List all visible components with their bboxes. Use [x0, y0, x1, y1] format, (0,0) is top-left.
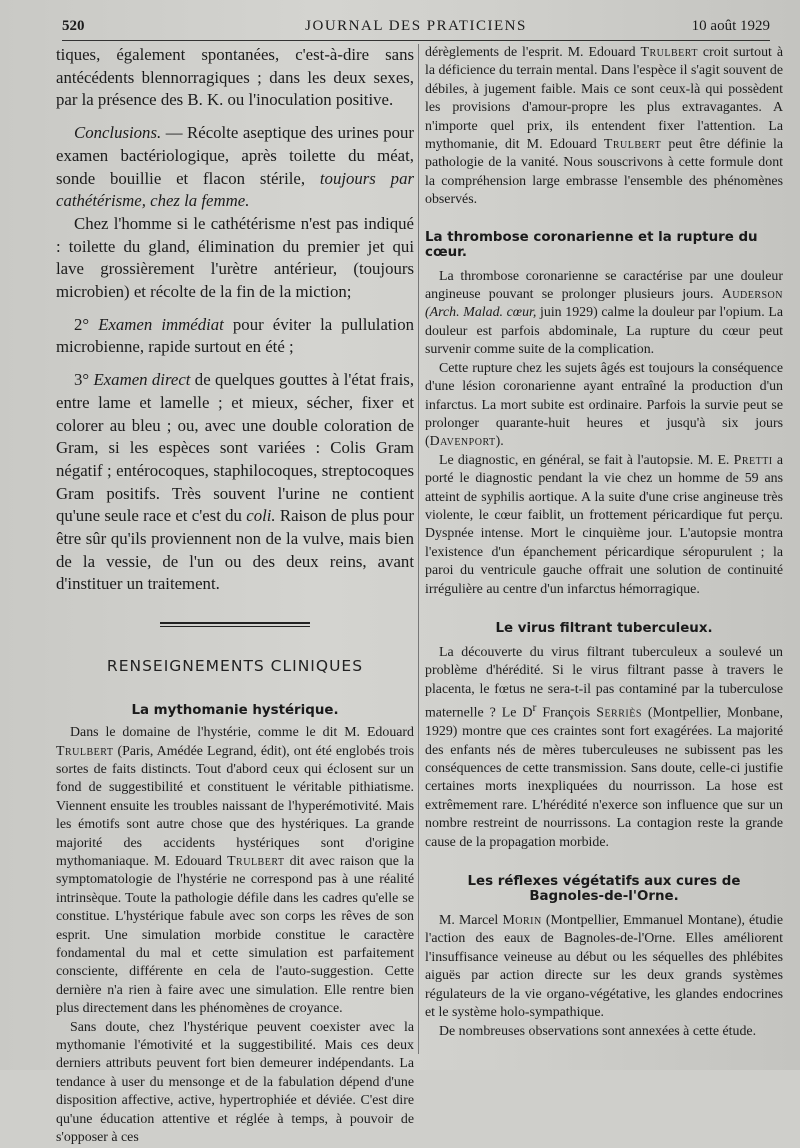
- conclusions-label: Conclusions.: [74, 123, 162, 143]
- column-divider: [418, 44, 419, 1054]
- paragraph: La thrombose coronarienne se caractérise par une douleur angineuse pouvant se prolonger plusieurs jours. Auderson (Arch. Malad. cœur, juin 1929) calme la douleur par l'opium. La douleur est parfois abdominale, La rupture du cœur peut survenir comme suite de la complication.: [425, 268, 783, 358]
- article-title: Les réflexes végétatifs aux cures de Bagnoles-de-l'Orne.: [467, 874, 741, 905]
- article-body: [56, 724, 414, 1147]
- article-title: La mythomanie hystérique.: [131, 703, 339, 719]
- paragraph: tiques, également spontanées, c'est-à-dire sans antécédents blennorragiques ; dans les deux sexes, par la présence des B. K. ou l'inoculation positive.: [56, 45, 414, 110]
- paragraph: Sans doute, chez l'hystérique peuvent coexister avec la mythomanie l'émotivité et la suggestibilité. Mais ces deux derniers attributs peuvent fort bien demeurer indépendants. La tendance à user du mensonge et de la fabulation dépend d'une disposition affective, active, hypertrophiée et déviée. C'est dire qu'une éducation attentive et réglée à temps, à pouvoir de s'opposer à ces: [56, 1019, 414, 1146]
- paragraph: dérèglements de l'esprit. M. Edouard Trulbert croit surtout à la déficience du terrain mental. Dans l'espèce il s'agit souvent de débiles, à jugement faible. Mais ce sont ceux-là qui possèdent les provisions d'amour-propre les plus extravagantes. A n'importe quel prix, ils entendent fixer l'attention. La mythomanie, dit M. Edouard Trulbert peut être définie la pathologie de la vanité. Nous souscrivons à cette formule dont la compréhension large embrasse l'ensemble des phénomènes observés.: [425, 45, 784, 208]
- paragraph: La découverte du virus filtrant tuberculeux a soulevé un problème d'hérédité. Si le virus filtrant passe à travers le placenta, le fœtus ne sera-t-il pas contaminé par la tuberculose maternelle ? Le $D^r$ François Serriès (Montpellier, Monbane, 1929) montre que ces craintes sont fort exagérées. La majorité des enfants nés de mères tuberculeuses ne subissent pas les conséquences de cette transmission. Sans doute, celle-ci justifie certaines morts inexpliquées du nourrisson. La hose est extrêmement rare. L'hérédité n'exerce son influence que sur un nombre restreint de nourrissons. La contagion reste la grande cause de la propagation morbide.: [425, 644, 783, 850]
- article-title: Le virus filtrant tuberculeux.: [495, 620, 713, 636]
- article-body: [425, 268, 783, 599]
- article-body: [425, 644, 783, 852]
- page-number: 520: [62, 18, 85, 34]
- paragraph: M. Marcel Morin (Montpellier, Emmanuel Montane), étudie l'action des eaux de Bagnoles-de-l'Orne. Elles améliorent l'insuffisance veineuse au début ou les séquelles des phlébites aiguës par action directe sur les deux grands systèmes régulateurs de la vie organo-végétative, les glandes endocrines et le système holo-sympathique.: [425, 913, 783, 1021]
- article-body: [425, 44, 783, 210]
- conclusions-paragraph: Conclusions. — Récolte aseptique des urines pour examen bactériologique, après toilette du méat, sonde bouillie et flacon stérile, toujours par cathétérisme, chez la femme.: [56, 123, 414, 211]
- paragraph: 3° Examen direct de quelques gouttes à l'état frais, entre lame et lamelle ; et mieux, sécher, fixer et colorer au bleu ; ou, avec une double coloration de Gram, si les espèces sont variées : Colis Gram négatif ; entérocoques, staphilocoques, streptocoques Gram positifs. Très souvent l'urine ne contient qu'une seule race et c'est du coli. Raison de plus pour être sûr qu'ils proviennent non de la vulve, mais bien de la vessie, de l'un ou des deux reins, avant d'instituer un traitement.: [56, 370, 415, 594]
- paragraph: Chez l'homme si le cathétérisme n'est pas indiqué : toilette du gland, élimination du premier jet qui lave grossièrement l'urètre antérieur, (toujours microbien) et récolte de la fin de la miction;: [56, 213, 414, 302]
- section-divider: [160, 622, 310, 627]
- page-header: [62, 14, 770, 41]
- paragraph: 2° Examen immédiat pour éviter la pullulation microbienne, rapide surtout en été ;: [56, 314, 414, 357]
- journal-title: JOURNAL DES PRATICIENS: [305, 18, 527, 34]
- article-title: La thrombose coronarienne et la rupture du cœur.: [425, 229, 758, 260]
- section-title: RENSEIGNEMENTS CLINIQUES: [106, 657, 364, 676]
- paragraph: De nombreuses observations sont annexées à cette étude.: [439, 1023, 757, 1039]
- right-column: [425, 44, 783, 1041]
- article-body: [425, 912, 783, 1041]
- paragraph: Le diagnostic, en général, se fait à l'autopsie. M. E. Pretti a porté le diagnostic pendant la vie chez un homme de 59 ans atteint de syphilis aortique. A la suite d'une crise angineuse très violente, le cœur faiblit, un frottement péricardique fut perçu. Dyspnée intense. Mort le cinquième jour. L'autopsie montra l'existence d'un épanchement péricardique séropurulent ; la paroi du ventricule gauche offrait une solution de continuité irrégulière au centre d'un infarctus hémorragique.: [425, 452, 783, 597]
- paragraph: Dans le domaine de l'hystérie, comme le dit M. Edouard Trulbert (Paris, Amédée Legrand, édit), ont été englobés trois sortes de faits distincts. Tout d'abord ceux qui éclosent sur un fond de suggestibilité et constituent le véritable pithiatisme. Viennent ensuite les troubles naissant de l'hyperémotivité. Mais les émotifs sont autre chose que des hystériques. La grande majorité des accidents hystériques sont d'origine mythomaniaque. M. Edouard Trulbert dit avec raison que la symptomatologie de l'hystérie ne correspond pas à une réalité intrinsèque. Toute la pathologie défile dans les cadres qu'elle se constitue. L'hystérique fabule avec son corps les rêves de son esprit. Une simulation morbide constitue le caractère fondamental du mal et cette simulation est parfaitement consciente, différente en cela de l'auto-suggestion. Cette dernière n'a rien à faire avec une simulation. Elle rentre bien plus directement dans les phénomènes de croyance.: [56, 725, 414, 1017]
- paragraph: Cette rupture chez les sujets âgés est toujours la conséquence d'une lésion coronarienne ayant entraîné la production d'un infarctus. La mort subite est ordinaire. Parfois la survie peut se prolonger quarante-huit heures et jusqu'à six jours (Davenport).: [425, 360, 783, 450]
- urine-analysis-section: [56, 44, 414, 596]
- issue-date: 10 août 1929: [691, 18, 770, 34]
- left-column: [56, 44, 414, 1148]
